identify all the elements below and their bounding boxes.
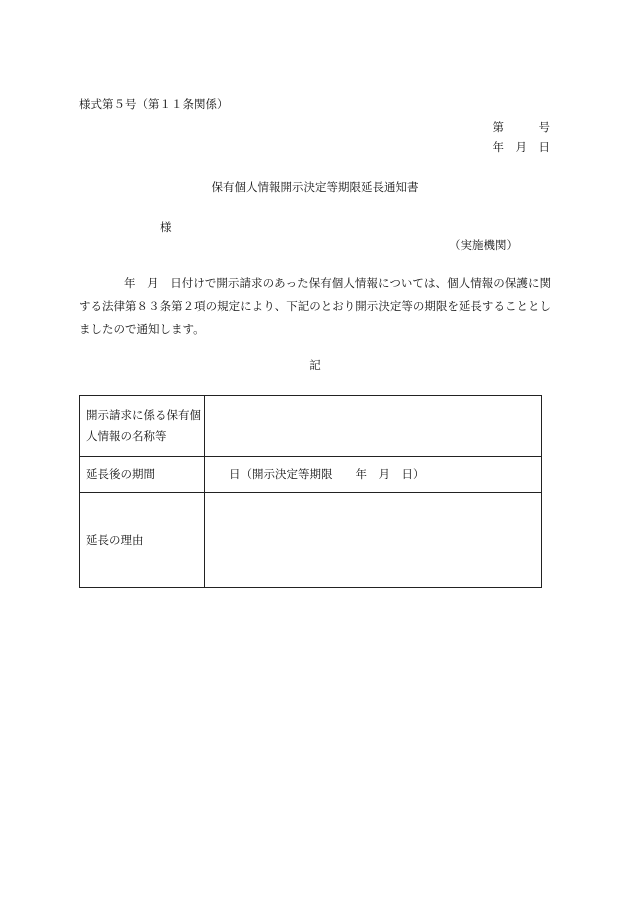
body-paragraph: 年 月 日付けで開示請求のあった保有個人情報については、個人情報の保護に関する法律第８３条第２項の規定により、下記のとおり開示決定等の期限を延長することとしましたので通知します。 bbox=[79, 276, 551, 336]
document-number: 第 号 bbox=[492, 120, 550, 134]
document-title: 保有個人情報開示決定等期限延長通知書 bbox=[211, 180, 419, 194]
info-table bbox=[79, 395, 542, 588]
table-row bbox=[80, 493, 542, 588]
table-row bbox=[80, 457, 542, 493]
row-value-extended-period: 日（開示決定等期限 年 月 日） bbox=[205, 457, 542, 493]
row-label-extended-period: 延長後の期間 bbox=[80, 457, 205, 493]
row-value-requested-info bbox=[205, 396, 542, 457]
row-label-requested-info: 開示請求に係る保有個人情報の名称等 bbox=[80, 396, 205, 457]
document-date: 年 月 日 bbox=[492, 140, 550, 154]
row-value-extension-reason bbox=[205, 493, 542, 588]
table-row bbox=[80, 396, 542, 457]
ki-heading: 記 bbox=[309, 358, 321, 372]
issuing-agency: （実施機関） bbox=[449, 238, 518, 252]
form-number: 様式第５号（第１１条関係） bbox=[79, 97, 229, 111]
row-label-extension-reason: 延長の理由 bbox=[80, 493, 205, 588]
addressee-honorific: 様 bbox=[160, 220, 172, 234]
